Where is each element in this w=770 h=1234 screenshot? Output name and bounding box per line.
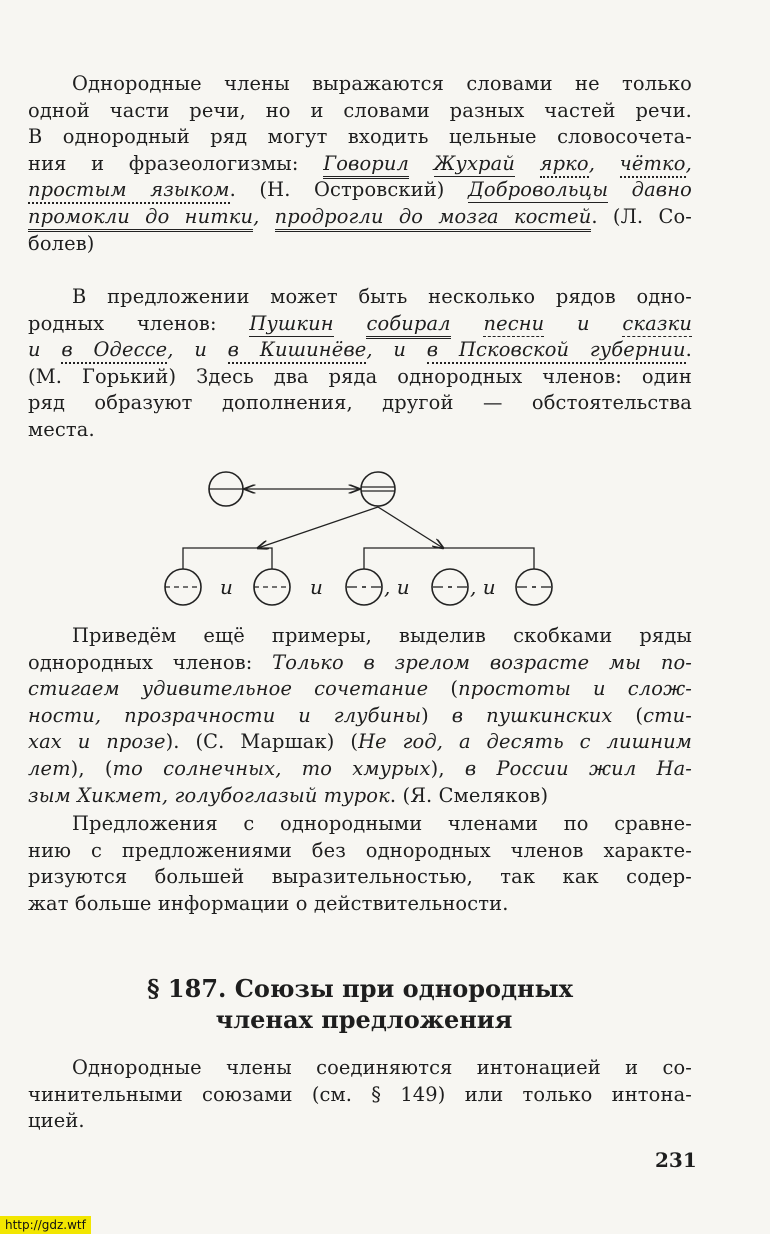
- diagram-conjunction: , и: [384, 575, 410, 599]
- watermark-link[interactable]: http://gdz.wtf: [0, 1216, 91, 1234]
- paragraph-several-rows: [28, 284, 692, 470]
- example-word: песни: [483, 311, 545, 335]
- text-line: родных членов: Пушкин собирал песни и сказки: [28, 311, 692, 338]
- paragraph-more-examples: [28, 623, 692, 836]
- example-phrase: промокли до нитки: [28, 205, 253, 232]
- example-word: Говорил: [323, 152, 409, 179]
- section-title: [0, 973, 720, 1035]
- text-line: Однородные члены соединяются интонацией и со-: [72, 1056, 692, 1079]
- paragraph-expressiveness: [28, 811, 692, 944]
- text-line: промокли до нитки, продрогли до мозга костей. (Л. Со-: [28, 204, 692, 231]
- group-bracket-places: [364, 548, 534, 569]
- text-line: Предложения с однородными членами по сравне-: [72, 812, 692, 835]
- example-phrase: в Кишинёве: [228, 338, 367, 364]
- homogeneous-members-diagram: [150, 462, 570, 622]
- example-word: Жухрай: [433, 151, 515, 175]
- text-line: В однородный ряд могут входить цельные словосочета-: [28, 125, 692, 149]
- text-line: жат больше информации о действительности.: [28, 891, 509, 915]
- text-line: одной части речи, но и словами разных частей речи.: [28, 98, 692, 122]
- text-line: хах и прозе). (С. Маршак) (Не год, а десять с лишним: [28, 730, 692, 754]
- page-number: 231: [655, 1148, 697, 1172]
- example-word: собирал: [366, 312, 450, 339]
- diagram-conjunction: и: [220, 575, 233, 599]
- example-phrase: продрогли до мозга костей: [275, 205, 592, 232]
- text-line: ния и фразеологизмы: Говорил Жухрай ярко, чётко,: [28, 151, 692, 178]
- diagram-conjunction: и: [310, 575, 323, 599]
- text-line: В предложении может быть несколько рядов одно-: [72, 285, 692, 308]
- text-line: чинительными союзами (см. § 149) или только интона-: [28, 1082, 692, 1106]
- example-word: давно: [631, 178, 692, 202]
- predicate-circle: [361, 472, 395, 506]
- group-bracket-objects: [183, 548, 272, 569]
- paragraph-conjunctions: [28, 1055, 692, 1161]
- example-word: чётко: [620, 152, 686, 178]
- text-line: ности, прозрачности и глубины) в пушкинских (сти-: [28, 703, 692, 727]
- example-word: Пушкин: [249, 311, 334, 335]
- text-line: Приведём ещё примеры, выделив скобками ряды: [72, 624, 692, 647]
- diagram-conjunction: , и: [470, 575, 496, 599]
- text-line: болев): [28, 231, 95, 255]
- text-line: простым языком. (Н. Островский) Добровольцы давно: [28, 177, 692, 204]
- text-line: цией.: [28, 1109, 85, 1133]
- section-title-line: членах предложения: [215, 1005, 513, 1034]
- text-line: зым Хикмет, голубоглазый турок. (Я. Смеляков): [28, 783, 549, 807]
- paragraph-homogeneous-parts-of-speech: [28, 71, 692, 284]
- text-line: места.: [28, 417, 95, 441]
- section-title-line: § 187. Союзы при однородных: [147, 974, 573, 1003]
- example-phrase: в Псковской губернии: [427, 338, 686, 364]
- text-line: ризуются большей выразительностью, так как содер-: [28, 865, 692, 889]
- text-line: (М. Горький) Здесь два ряда однородных членов: один: [28, 364, 692, 388]
- example-word: ярко: [540, 152, 589, 178]
- text-line: и в Одессе, и в Кишинёве, и в Псковской губернии.: [28, 337, 692, 364]
- text-line: нию с предложениями без однородных членов характе-: [28, 838, 692, 862]
- example-word: сказки: [622, 311, 692, 335]
- text-line: Однородные члены выражаются словами не только: [72, 72, 692, 95]
- text-line: стигаем удивительное сочетание (простоты и слож-: [28, 677, 692, 701]
- example-phrase: простым языком: [28, 178, 230, 204]
- text-line: однородных членов: Только в зрелом возрасте мы по-: [28, 650, 692, 674]
- example-word: Добровольцы: [467, 178, 609, 202]
- example-phrase: в Одессе: [61, 338, 167, 364]
- branch-arrow: [258, 507, 378, 548]
- branch-arrow: [378, 507, 443, 548]
- text-line: лет), (то солнечных, то хмурых), в России жил На-: [28, 756, 692, 780]
- text-line: ряд образуют дополнения, другой — обстоятельства: [28, 391, 692, 415]
